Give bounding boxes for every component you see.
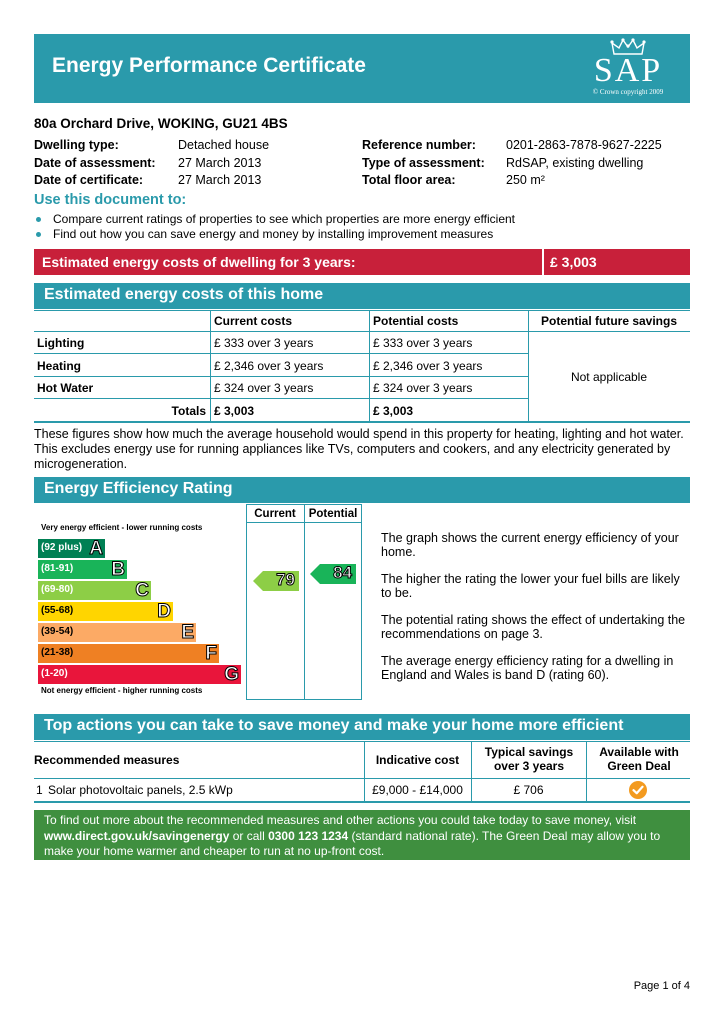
estimated-total-bar [34, 249, 690, 275]
info-text: (standard national rate). The Green Deal may allow you to make your home warmer and cheaper to run at no up-front cost. [44, 828, 661, 858]
divider [34, 778, 690, 779]
measure-number: 1 [36, 783, 43, 797]
col-header-current: Current costs [214, 314, 293, 328]
band-e [38, 623, 196, 642]
band-range: (69-80) [41, 584, 74, 595]
cell-current: £ 2,346 over 3 years [214, 359, 324, 373]
very-efficient-label: Very energy efficient - lower running costs [41, 523, 203, 532]
band-letter: B [111, 559, 125, 580]
divider [586, 741, 587, 803]
actions-section-title [34, 714, 690, 740]
band-range: (1-20) [41, 668, 68, 679]
date-of-assessment-label: Date of assessment: [34, 155, 156, 170]
info-row [34, 138, 694, 156]
row-label-lighting: Lighting [37, 336, 85, 350]
eer-explanation: The average energy efficiency rating for a dwelling in England and Wales is band D (rating 60). [381, 654, 674, 682]
use-document-list [34, 212, 515, 242]
energy-rating-chart [34, 504, 362, 700]
phone-number: 0300 123 1234 [268, 828, 349, 843]
potential-savings-value: Not applicable [570, 370, 648, 384]
potential-rating-value: 84 [333, 563, 352, 582]
measure-savings: £ 706 [513, 783, 544, 797]
band-letter: G [224, 664, 239, 685]
divider [34, 421, 690, 423]
use-document-title: Use this document to: [34, 192, 187, 208]
dwelling-type-label: Dwelling type: [34, 138, 119, 152]
band-letter: D [157, 601, 171, 622]
actions-table [34, 741, 690, 803]
divider [34, 353, 528, 354]
date-of-certificate-label: Date of certificate: [34, 173, 144, 187]
costs-note: These figures show how much the average household would spend in this property for heating, lighting and hot water. This excludes energy use for running appliances like TVs, computers and cookers, and any electricity generated by microgeneration. [34, 427, 684, 471]
divider [34, 331, 528, 332]
col-header-potential: Potential [308, 508, 358, 520]
costs-section-title [34, 283, 690, 309]
col-header-green-deal: Available with Green Deal [599, 745, 679, 773]
col-header-measures: Recommended measures [34, 753, 180, 767]
divider [210, 310, 211, 422]
cell-potential: £ 333 over 3 years [373, 336, 473, 350]
sap-logo [580, 38, 676, 98]
list-item: Compare current ratings of properties to see which properties are more energy efficient [34, 212, 515, 227]
cell-current: £ 324 over 3 years [214, 381, 314, 395]
date-of-certificate-value: 27 March 2013 [178, 173, 262, 187]
info-row [34, 173, 694, 191]
divider [34, 801, 690, 803]
reference-number-value: 0201-2863-7878-9627-2225 [506, 138, 662, 152]
estimated-total-value: £ 3,003 [550, 254, 597, 270]
cell-potential: £ 324 over 3 years [373, 381, 473, 395]
band-letter: C [135, 580, 149, 601]
cell-potential: £ 2,346 over 3 years [373, 359, 483, 373]
section-heading: Estimated energy costs of this home [44, 286, 324, 303]
band-c [38, 581, 151, 600]
type-of-assessment-value: RdSAP, existing dwelling [506, 155, 644, 170]
divider [34, 376, 528, 377]
estimated-total-label: Estimated energy costs of dwelling for 3 years: [42, 254, 356, 270]
page-title: Energy Performance Certificate [52, 54, 366, 77]
band-g [38, 665, 241, 684]
dwelling-type-value: Detached house [178, 138, 270, 152]
divider [369, 310, 370, 422]
divider [542, 249, 544, 275]
page-number: Page 1 of 4 [633, 980, 690, 992]
current-rating-value: 79 [276, 570, 295, 589]
divider [304, 504, 305, 700]
band-range: (81-91) [41, 563, 74, 574]
band-a [38, 539, 105, 558]
total-floor-area-value: 250 m² [506, 173, 545, 187]
saving-energy-link[interactable]: www.direct.gov.uk/savingenergy [44, 828, 230, 843]
property-address: 80a Orchard Drive, WOKING, GU21 4BS [34, 116, 288, 131]
info-row [34, 156, 694, 174]
band-letter: F [205, 643, 217, 664]
potential-rating-arrow [310, 564, 356, 584]
cell-total-current: £ 3,003 [214, 404, 255, 418]
eer-explanation: The potential rating shows the effect of undertaking the recommendations on page 3. [381, 613, 686, 641]
divider [34, 398, 528, 399]
band-d [38, 602, 173, 621]
reference-number-label: Reference number: [362, 138, 476, 152]
divider [34, 741, 690, 742]
type-of-assessment-label: Type of assessment: [362, 155, 485, 170]
band-f [38, 644, 219, 663]
band-range: (55-68) [41, 605, 74, 616]
cell-current: £ 333 over 3 years [214, 336, 314, 350]
total-floor-area-label: Total floor area: [362, 173, 456, 187]
measure-name: Solar photovoltaic panels, 2.5 kWp [48, 783, 233, 797]
green-deal-check-icon [628, 780, 648, 800]
eer-explanation: The higher the rating the lower your fuel bills are likely to be. [381, 572, 680, 600]
eer-section-title [34, 477, 690, 503]
col-header-cost: Indicative cost [375, 753, 460, 767]
divider [34, 310, 690, 311]
band-range: (21-38) [41, 647, 74, 658]
section-heading: Top actions you can take to save money and make your home more efficient [44, 717, 624, 734]
certificate-header [34, 34, 690, 103]
cell-total-potential: £ 3,003 [373, 404, 414, 418]
green-deal-info [34, 810, 690, 860]
sap-logo-text: SAP [593, 52, 663, 89]
section-heading: Energy Efficiency Rating [44, 480, 233, 497]
crown-copyright: © Crown copyright 2009 [592, 88, 664, 96]
dwelling-info [34, 138, 694, 191]
col-header-savings: Potential future savings [540, 314, 678, 328]
row-label-hot-water: Hot Water [37, 381, 94, 395]
col-header-potential: Potential costs [373, 314, 459, 328]
eer-explanation: The graph shows the current energy efficiency of your home. [381, 531, 679, 559]
band-letter: E [181, 622, 194, 643]
band-letter: A [89, 538, 103, 559]
info-text: To find out more about the recommended measures and other actions you could take today to save money, visit [44, 813, 637, 827]
band-range: (92 plus) [41, 542, 83, 553]
date-of-assessment-value: 27 March 2013 [178, 155, 262, 170]
measure-cost: £9,000 - £14,000 [372, 783, 463, 797]
costs-table [34, 310, 690, 422]
row-label-heating: Heating [37, 359, 82, 373]
row-label-totals: Totals [171, 404, 206, 418]
col-header-savings: Typical savings over 3 years [484, 745, 574, 773]
divider [361, 504, 362, 700]
band-range: (39-54) [41, 626, 74, 637]
divider [246, 504, 247, 700]
divider [528, 331, 690, 332]
current-rating-arrow [253, 571, 299, 591]
band-b [38, 560, 127, 579]
list-item: Find out how you can save energy and money by installing improvement measures [34, 227, 515, 242]
not-efficient-label: Not energy efficient - higher running costs [41, 686, 203, 695]
col-header-current: Current [254, 508, 296, 520]
info-text: or call [229, 828, 269, 843]
